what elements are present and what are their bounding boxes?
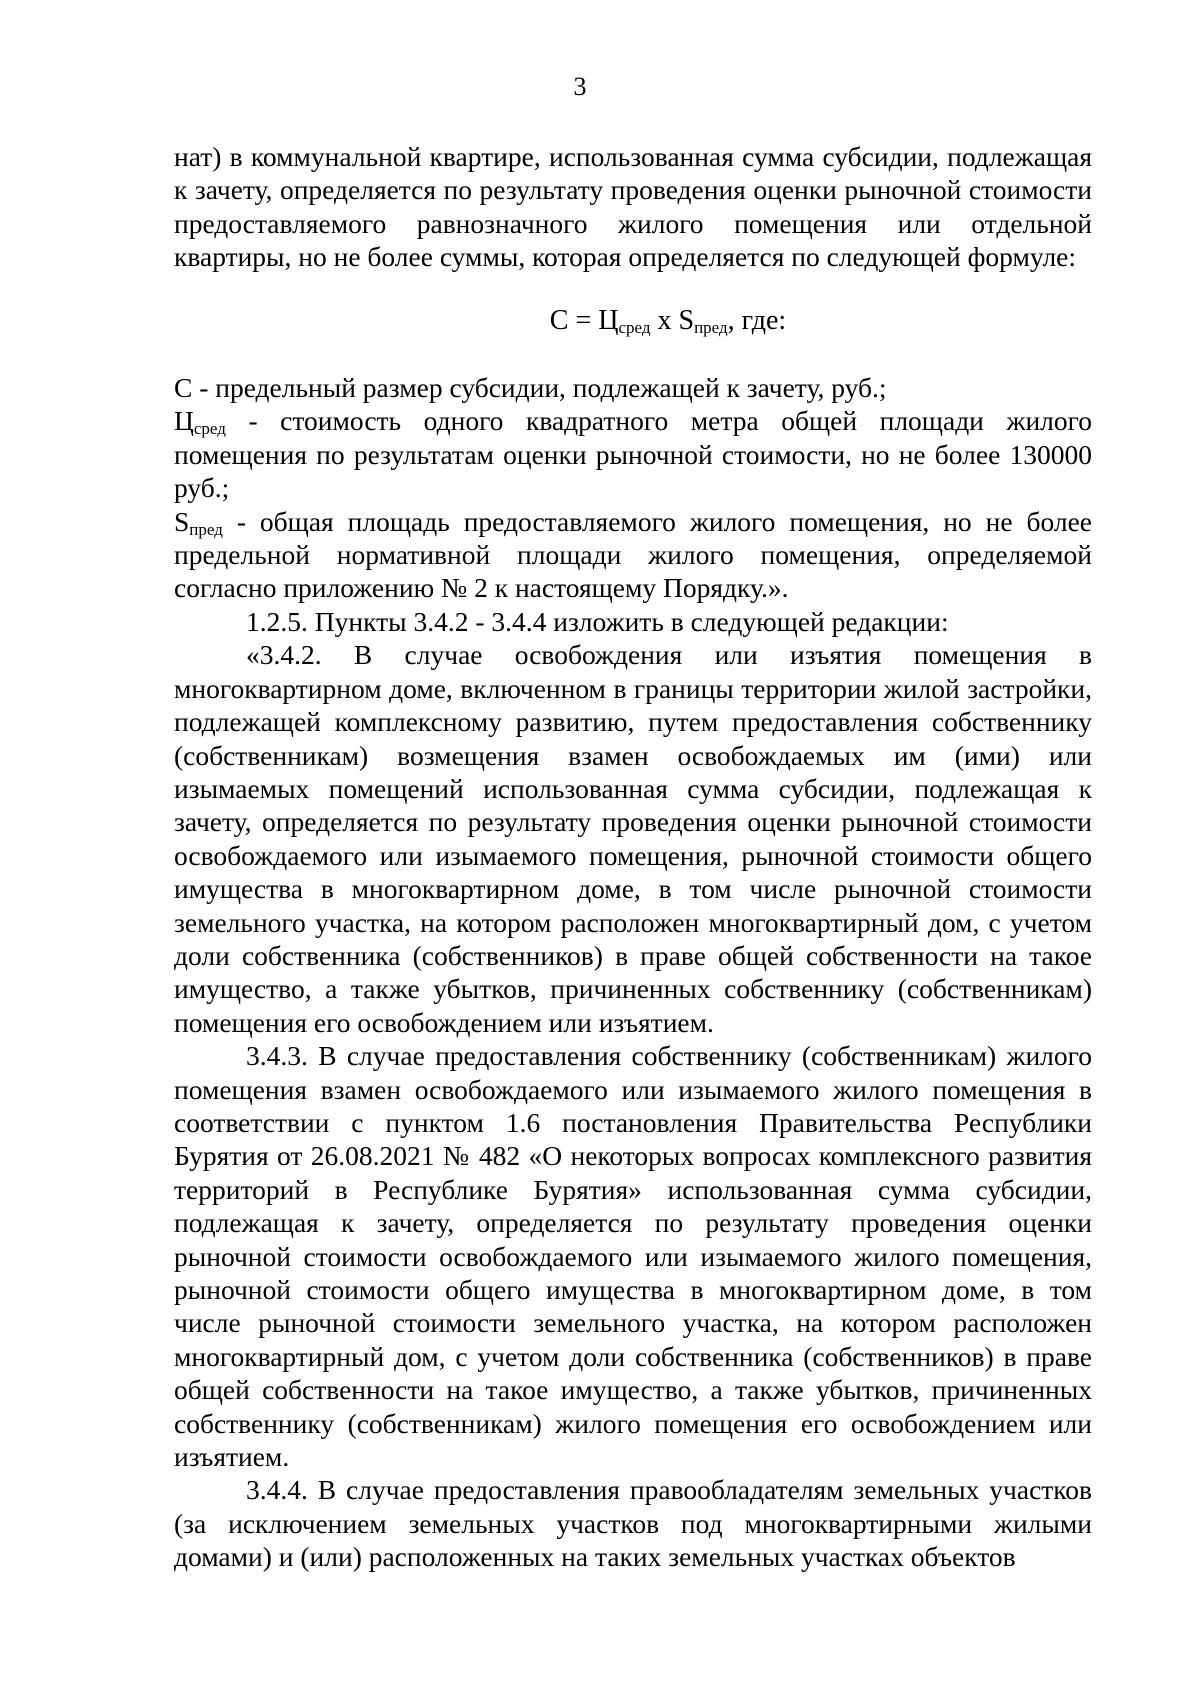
formula-tail: , где:	[727, 304, 787, 336]
definition-price-sub: сред	[193, 419, 226, 439]
page-number: 3	[573, 72, 587, 101]
document-body	[174, 140, 1092, 1574]
formula	[174, 304, 1092, 337]
formula-mid: x S	[650, 304, 695, 336]
definition-price-text: - стоимость одного квадратного метра общей площади жилого помещения по результатам оценки рыночной стоимости, но не более 130000 руб.;	[174, 405, 1092, 504]
paragraph-3-4-2: «3.4.2. В случае освобождения или изъятия помещения в многоквартирном доме, включенном в границы территории жилой застройки, подлежащей комплексному развитию, путем предоставления собственнику (собственникам) возмещения взамен освобождаемых им (ими) или изымаемых помещений использованная сумма субсидии, подлежащая к зачету, определяется по результату проведения оценки рыночной стоимости освобождаемого или изымаемого помещения, рыночной стоимости общего имущества в многоквартирном доме, в том числе рыночной стоимости земельного участка, на котором расположен многоквартирный дом, с учетом доли собственника (собственников) в праве общей собственности на такое имущество, а также убытков, причиненных собственнику (собственникам) помещения его освобождением или изъятием.	[174, 639, 1092, 1038]
definition-area-symbol: S	[174, 505, 190, 537]
formula-sub-avg: сред	[618, 317, 651, 337]
definition-area-text: - общая площадь предоставляемого жилого помещения, но не более предельной нормативной площади жилого помещения, определяемой согласно приложению № 2 к настоящему Порядку.».	[174, 505, 1092, 604]
paragraph-1-2-5: 1.2.5. Пункты 3.4.2 - 3.4.4 изложить в следующей редакции:	[246, 605, 949, 637]
definition-price	[174, 404, 1092, 504]
definition-c: С - предельный размер субсидии, подлежащей к зачету, руб.;	[174, 372, 887, 404]
paragraph-3-4-4: 3.4.4. В случае предоставления правообладателям земельных участков (за исключением земельных участков под многоквартирными жилыми домами) и (или) расположенных на таких земельных участках объектов	[174, 1474, 1092, 1573]
definition-area-sub: пред	[189, 519, 223, 539]
formula-sub-area: пред	[694, 317, 728, 337]
paragraph-intro: нат) в коммунальной квартире, использованная сумма субсидии, подлежащая к зачету, определяется по результату проведения оценки рыночной стоимости предоставляемого равнозначного жилого помещения или отдельной квартиры, но не более суммы, которая определяется по следующей формуле:	[174, 141, 1092, 273]
definition-price-symbol: Ц	[174, 405, 194, 437]
paragraph-3-4-3: 3.4.3. В случае предоставления собственнику (собственникам) жилого помещения взамен освобождаемого или изымаемого жилого помещения в соответствии с пунктом 1.6 постановления Правительства Республики Бурятия от 26.08.2021 № 482 «О некоторых вопросах комплексного развития территорий в Республике Бурятия» использованная сумма субсидии, подлежащая к зачету, определяется по результату проведения оценки рыночной стоимости освобождаемого или изымаемого жилого помещения, рыночной стоимости общего имущества в многоквартирном доме, в том числе рыночной стоимости земельного участка, на котором расположен многоквартирный дом, с учетом доли собственника (собственников) в праве общей собственности на такое имущество, а также убытков, причиненных собственнику (собственникам) жилого помещения его освобождением или изъятием.	[174, 1040, 1092, 1473]
formula-lhs: С = Ц	[549, 304, 619, 336]
definition-area	[174, 505, 1092, 605]
